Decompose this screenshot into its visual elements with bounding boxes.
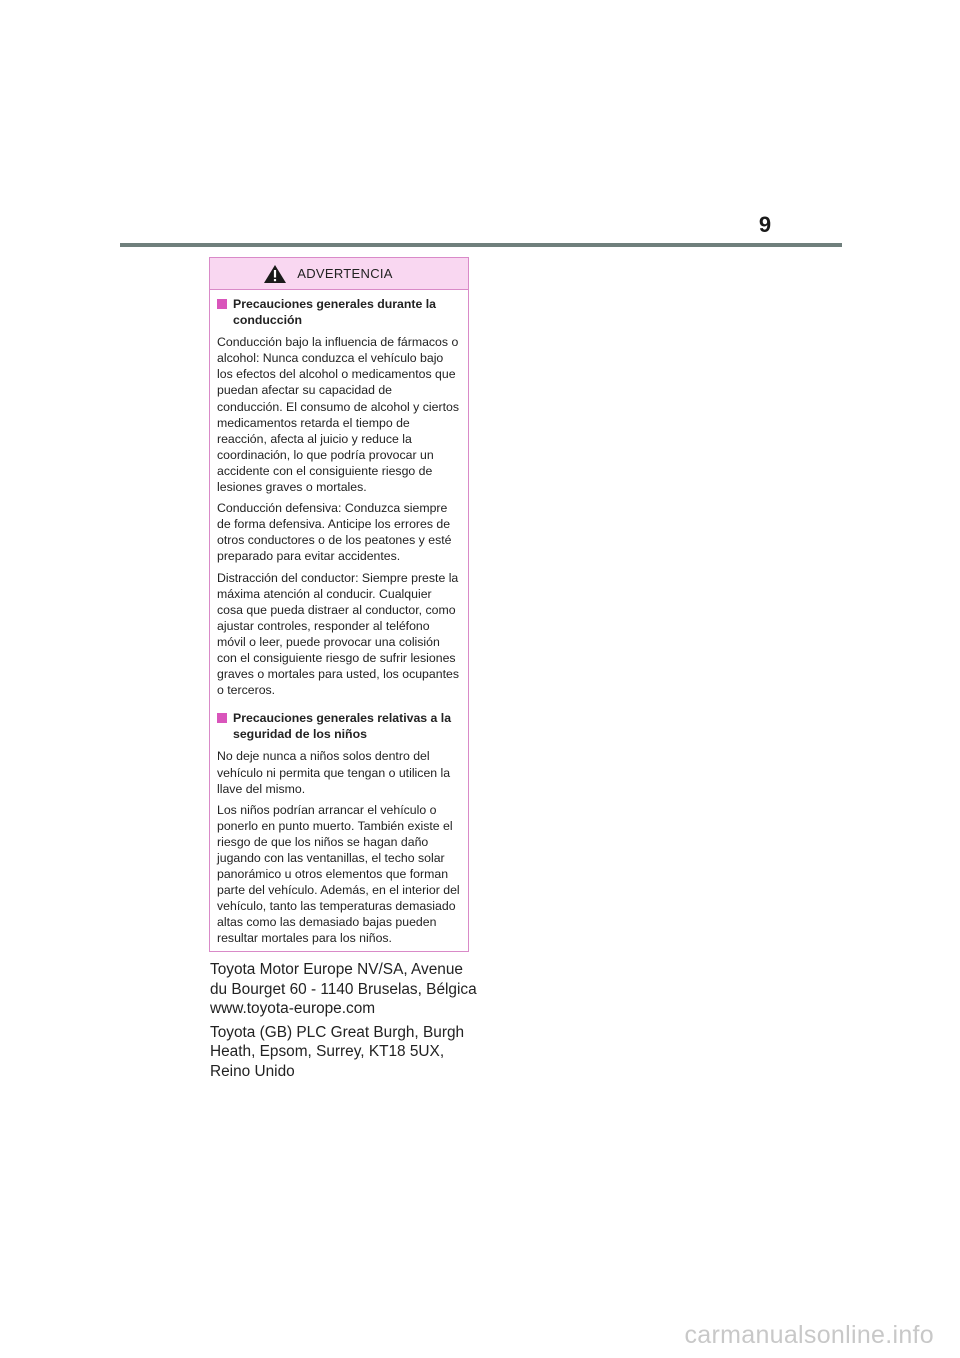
section-heading [217, 710, 460, 742]
section-heading-line: Precauciones generales durante la [233, 297, 436, 311]
section-heading-line: seguridad de los niños [233, 727, 367, 742]
warning-header [210, 258, 468, 290]
watermark: carmanualsonline.info [684, 1321, 934, 1349]
address-europe: Toyota Motor Europe NV/SA, Avenue du Bourget 60 - 1140 Bruselas, Bélgica www.toyota-europe.com [210, 961, 477, 1017]
warning-title: ADVERTENCIA [297, 266, 393, 281]
warning-body [210, 290, 468, 947]
warning-paragraph: Distracción del conductor: Siempre preste la máxima atención al conducir. Cualquier cosa que pueda distraer al conductor, como ajustar controles, responder al teléfono móvil o leer, puede provocar una colisión con el consiguiente riesgo de sufrir lesiones graves o mortales para usted, los ocupantes o terceros. [217, 570, 459, 698]
warning-paragraph: Conducción bajo la influencia de fármacos o alcohol: Nunca conduzca el vehículo bajo los efectos del alcohol o medicamentos que puedan afectar su capacidad de conducción. El consumo de alcohol y ciertos medicamentos retarda el tiempo de reacción, afecta al juicio y reduce la coordinación, lo que podría provocar un accidente con el consiguiente riesgo de lesiones graves o mortales. [217, 335, 459, 495]
warning-triangle-icon [263, 264, 287, 284]
warning-paragraph: Conducción defensiva: Conduzca siempre de forma defensiva. Anticipe los errores de otros conductores o de los peatones y esté preparado para evitar accidentes. [217, 501, 452, 564]
section-heading-line: Precauciones generales relativas a la [233, 711, 452, 726]
page-number: 9 [758, 212, 772, 237]
warning-paragraph: No deje nunca a niños solos dentro del vehículo ni permita que tengan o utilicen la llave del mismo. [217, 749, 451, 796]
section-heading [217, 296, 460, 328]
warning-paragraph: Los niños podrían arrancar el vehículo o ponerlo en punto muerto. También existe el riesgo de que los niños se hagan daño jugando con las ventanillas, el techo solar panorámico u otros elementos que forman parte del vehículo. Además, en el interior del vehículo, tanto las temperaturas demasiado altas como las demasiado bajas pueden resultar mortales para los niños. [217, 802, 460, 946]
header-rule [120, 243, 842, 247]
section-heading-line: conducción [233, 313, 303, 328]
address-block [210, 960, 480, 1085]
warning-box [209, 257, 469, 952]
square-bullet-icon [217, 299, 227, 309]
address-uk: Toyota (GB) PLC Great Burgh, Burgh Heath, Epsom, Surrey, KT18 5UX, Reino Unido [210, 1023, 465, 1080]
square-bullet-icon [217, 713, 227, 723]
